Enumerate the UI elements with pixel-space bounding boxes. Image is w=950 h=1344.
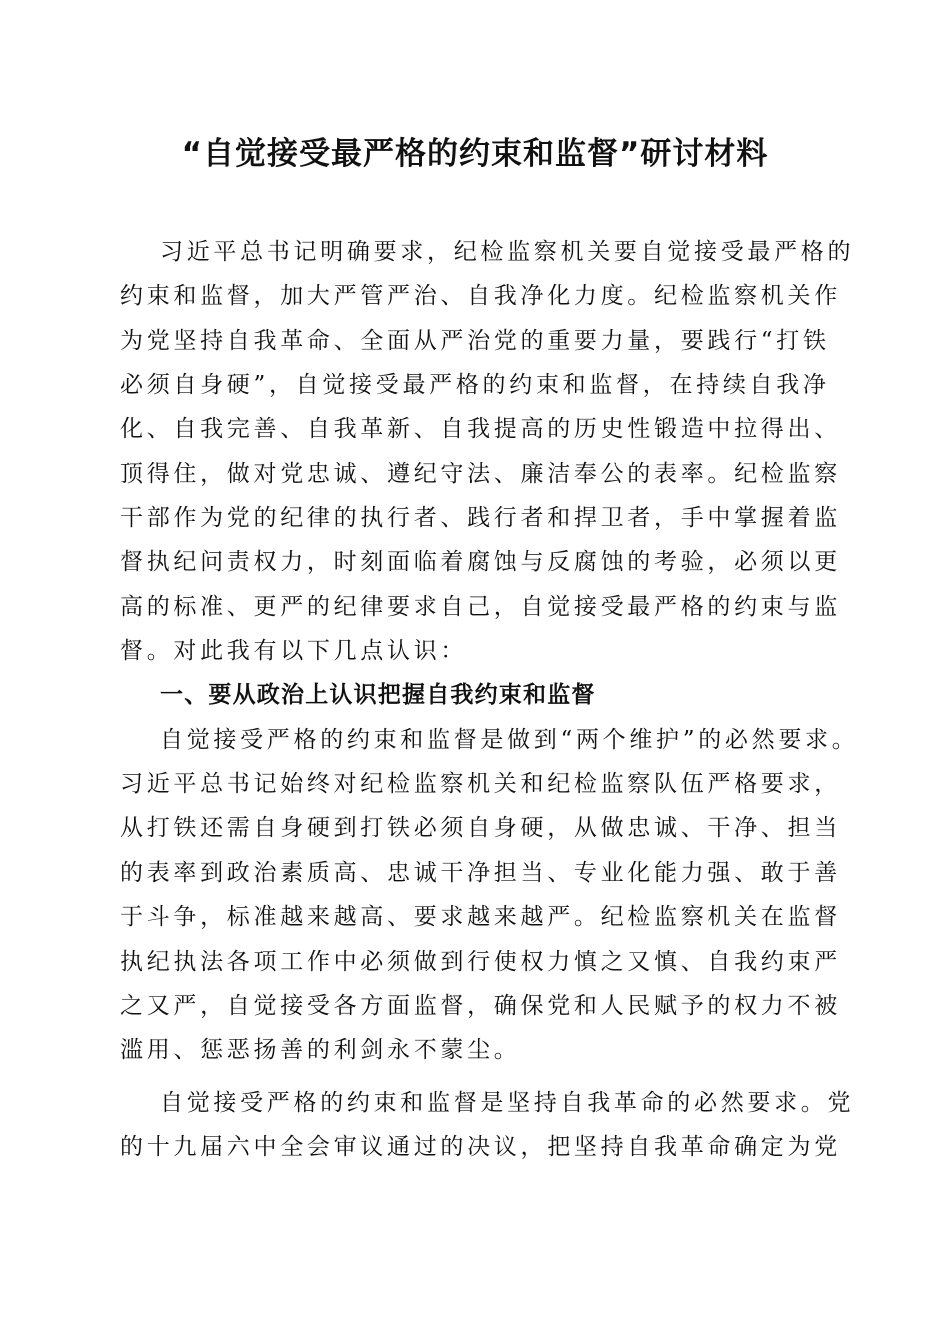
paragraph-line: 高的标准、更严的纪律要求自己，自觉接受最严格的约束与监 [120, 593, 841, 620]
paragraph-line: 督。对此我有以下几点认识： [120, 638, 468, 665]
paragraph-line: 必须自身硬”，自觉接受最严格的约束和监督，在持续自我净 [120, 372, 830, 399]
paragraph-line: 从打铁还需自身硬到打铁必须自身硬，从做忠诚、干净、担当 [120, 815, 841, 842]
paragraph-line: 之又严，自觉接受各方面监督，确保党和人民赋予的权力不被 [120, 992, 841, 1019]
paragraph-line: 的表率到政治素质高、忠诚干净担当、专业化能力强、敢于善 [120, 859, 841, 886]
paragraph-line: 习近平总书记始终对纪检监察机关和纪检监察队伍严格要求， [120, 771, 841, 798]
paragraph-line: 约束和监督，加大严管严治、自我净化力度。纪检监察机关作 [120, 283, 841, 310]
document-title: “自觉接受最严格的约束和监督”研讨材料 [181, 136, 769, 172]
paragraph-line: 执纪执法各项工作中必须做到行使权力慎之又慎、自我约束严 [120, 948, 841, 975]
section-heading: 一、要从政治上认识把握自我约束和监督 [160, 682, 596, 709]
paragraph-line: 顶得住，做对党忠诚、遵纪守法、廉洁奉公的表率。纪检监察 [120, 460, 841, 487]
paragraph-line: 化、自我完善、自我革新、自我提高的历史性锻造中拉得出、 [120, 416, 841, 443]
paragraph-line: 自觉接受严格的约束和监督是做到“两个维护”的必然要求。 [160, 726, 859, 753]
paragraph-gap [120, 1073, 850, 1081]
paragraph-line: 督执纪问责权力，时刻面临着腐蚀与反腐蚀的考验，必须以更 [120, 549, 841, 576]
paragraph-line: 干部作为党的纪律的执行者、践行者和捍卫者，手中掌握着监 [120, 505, 841, 532]
document-body [120, 230, 859, 1169]
paragraph-line: 为党坚持自我革命、全面从严治党的重要力量，要践行“打铁 [120, 327, 830, 354]
paragraph-line: 习近平总书记明确要求，纪检监察机关要自觉接受最严格的 [160, 239, 855, 265]
paragraph-line: 自觉接受严格的约束和监督是坚持自我革命的必然要求。党 [160, 1089, 855, 1116]
paragraph-line: 的十九届六中全会审议通过的决议，把坚持自我革命确定为党 [120, 1133, 841, 1160]
paragraph-line: 滥用、惩恶扬善的利剑永不蒙尘。 [120, 1037, 521, 1064]
paragraph-line: 于斗争，标准越来越高、要求越来越严。纪检监察机关在监督 [120, 904, 841, 931]
